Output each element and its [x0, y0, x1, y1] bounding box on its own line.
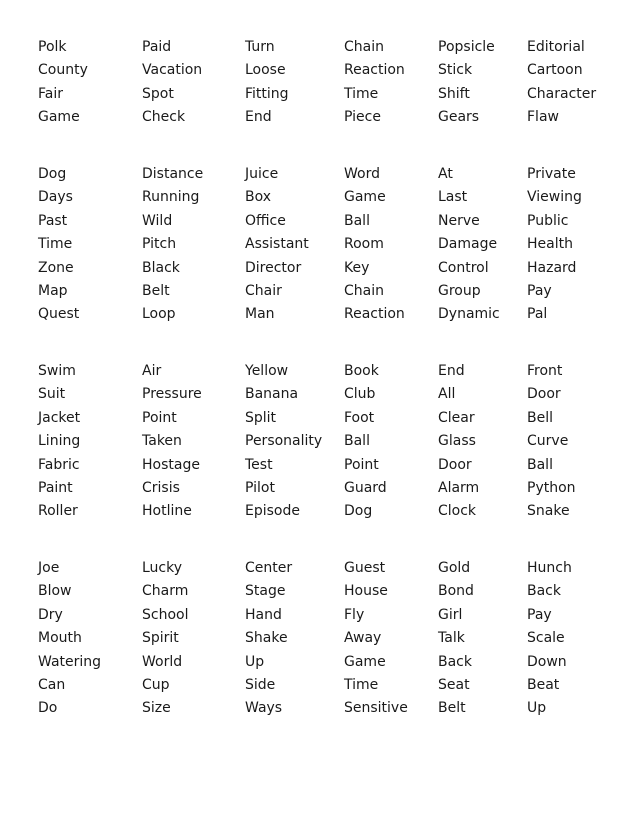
- word-column: [38, 360, 80, 524]
- word-item: Jacket: [38, 409, 81, 426]
- word-item: Chair: [245, 282, 282, 299]
- word-item: Time: [344, 85, 379, 102]
- word-column: [344, 163, 405, 327]
- word-item: Up: [527, 700, 547, 717]
- word-item: Hotline: [142, 503, 192, 520]
- word-item: Talk: [438, 630, 465, 647]
- word-column: [142, 360, 202, 524]
- word-item: Days: [38, 189, 73, 206]
- word-item: Pay: [527, 606, 552, 623]
- word-item: Distance: [142, 166, 204, 182]
- word-item: Check: [142, 109, 186, 126]
- word-column: [527, 36, 596, 130]
- word-item: Up: [245, 653, 265, 670]
- word-item: All: [438, 386, 456, 403]
- word-item: Turn: [245, 39, 275, 55]
- word-item: Hand: [245, 606, 282, 623]
- word-column: [142, 36, 202, 130]
- word-item: Character: [527, 85, 597, 102]
- word-item: Quest: [38, 306, 80, 323]
- word-item: Beat: [527, 676, 560, 693]
- word-item: Snake: [527, 503, 570, 520]
- word-item: Time: [38, 236, 73, 253]
- word-item: Back: [438, 653, 472, 670]
- word-item: Box: [245, 189, 272, 206]
- word-item: Door: [527, 386, 561, 403]
- word-item: Club: [344, 386, 376, 403]
- word-item: Assistant: [245, 236, 309, 253]
- word-item: Book: [344, 363, 379, 379]
- word-item: Belt: [438, 700, 466, 717]
- word-item: Size: [142, 700, 171, 717]
- word-item: Reaction: [344, 306, 405, 323]
- word-item: Loop: [142, 306, 176, 323]
- word-column: [527, 163, 582, 327]
- word-column: [245, 360, 322, 524]
- word-item: Hostage: [142, 456, 200, 473]
- word-item: Viewing: [527, 189, 582, 206]
- word-item: Watering: [38, 653, 102, 670]
- word-item: Chain: [344, 282, 384, 299]
- word-item: Taken: [142, 433, 182, 450]
- word-item: Map: [38, 282, 68, 299]
- word-item: Belt: [142, 282, 170, 299]
- word-item: Air: [142, 363, 162, 379]
- word-item: Seat: [438, 676, 470, 693]
- word-item: Guard: [344, 479, 387, 496]
- word-item: Hazard: [527, 259, 577, 276]
- word-item: Last: [438, 189, 468, 206]
- word-column: [38, 163, 79, 327]
- word-column: [438, 36, 495, 130]
- word-item: Past: [38, 212, 68, 229]
- word-item: Banana: [245, 386, 299, 403]
- word-item: Running: [142, 189, 200, 206]
- word-item: Pressure: [142, 386, 202, 403]
- word-item: Public: [527, 212, 569, 229]
- word-item: Time: [344, 676, 379, 693]
- word-item: Cartoon: [527, 62, 583, 79]
- word-item: Can: [38, 676, 66, 693]
- word-item: Gears: [438, 109, 480, 126]
- word-item: Bond: [438, 583, 474, 600]
- word-item: Fitting: [245, 85, 289, 102]
- word-item: Swim: [38, 363, 76, 379]
- word-item: Sensitive: [344, 700, 408, 717]
- word-item: Flaw: [527, 109, 559, 126]
- word-column: [527, 360, 576, 524]
- word-item: Test: [245, 456, 273, 473]
- word-item: Down: [527, 653, 567, 670]
- word-item: Door: [438, 456, 472, 473]
- word-column: [38, 557, 101, 721]
- word-item: End: [245, 109, 272, 126]
- word-item: Wild: [142, 212, 173, 229]
- word-column: [142, 557, 188, 721]
- word-item: Split: [245, 409, 277, 426]
- word-column: [344, 557, 408, 721]
- word-item: Fair: [38, 85, 63, 102]
- word-item: Glass: [438, 433, 476, 450]
- word-item: Editorial: [527, 39, 585, 55]
- word-item: End: [438, 363, 465, 379]
- word-item: Room: [344, 236, 384, 253]
- word-item: Center: [245, 560, 293, 576]
- word-item: Reaction: [344, 62, 405, 79]
- word-item: Gold: [438, 560, 471, 576]
- word-item: Game: [344, 189, 386, 206]
- word-item: Clear: [438, 409, 475, 426]
- word-item: Pay: [527, 282, 552, 299]
- word-item: Spot: [142, 85, 174, 102]
- word-item: Game: [344, 653, 386, 670]
- word-item: Lining: [38, 433, 81, 450]
- word-item: Loose: [245, 62, 286, 79]
- word-item: Group: [438, 282, 481, 299]
- word-item: Alarm: [438, 479, 480, 496]
- word-item: Chain: [344, 39, 384, 55]
- word-column: [142, 163, 203, 327]
- word-item: Nerve: [438, 212, 480, 229]
- word-item: Ball: [527, 456, 553, 473]
- word-item: Episode: [245, 503, 300, 520]
- word-item: Suit: [38, 386, 66, 403]
- word-item: Spirit: [142, 630, 179, 647]
- word-column: [527, 557, 572, 721]
- word-item: Ball: [344, 433, 370, 450]
- word-item: Office: [245, 212, 286, 229]
- word-item: Health: [527, 236, 573, 253]
- word-item: Foot: [344, 409, 375, 426]
- word-item: Cup: [142, 676, 170, 693]
- word-item: Ball: [344, 212, 370, 229]
- word-item: Piece: [344, 109, 381, 126]
- word-item: Vacation: [142, 62, 203, 79]
- word-item: Private: [527, 166, 576, 182]
- word-item: Ways: [245, 700, 283, 717]
- word-item: Hunch: [527, 560, 572, 576]
- word-item: Stick: [438, 62, 473, 79]
- word-item: Lucky: [142, 560, 183, 576]
- word-item: Game: [38, 109, 80, 126]
- word-item: Back: [527, 583, 561, 600]
- word-column: [245, 557, 292, 721]
- word-item: Dynamic: [438, 306, 500, 323]
- word-item: Yellow: [245, 363, 289, 379]
- word-item: Girl: [438, 606, 463, 623]
- word-item: Blow: [38, 583, 72, 600]
- word-item: House: [344, 583, 388, 600]
- word-item: Dry: [38, 606, 63, 623]
- word-column: [344, 36, 405, 130]
- word-column: [438, 557, 474, 721]
- word-item: Word: [344, 166, 380, 182]
- word-item: Zone: [38, 259, 74, 276]
- word-item: School: [142, 606, 189, 623]
- word-item: Crisis: [142, 479, 180, 496]
- word-item: Mouth: [38, 630, 82, 647]
- word-item: Away: [344, 630, 382, 647]
- word-item: Python: [527, 479, 576, 496]
- word-item: Fly: [344, 606, 365, 623]
- word-item: Shift: [438, 85, 470, 102]
- word-item: Side: [245, 676, 276, 693]
- word-column: [245, 36, 289, 130]
- word-item: Guest: [344, 560, 386, 576]
- word-column: [344, 360, 387, 524]
- word-column: [245, 163, 309, 327]
- word-item: Stage: [245, 583, 286, 600]
- word-column: [438, 163, 500, 327]
- word-item: Pitch: [142, 236, 177, 253]
- word-item: At: [438, 166, 453, 182]
- word-item: Popsicle: [438, 39, 495, 55]
- word-item: Bell: [527, 409, 553, 426]
- word-item: Pal: [527, 306, 548, 323]
- word-item: Juice: [245, 166, 279, 182]
- word-item: Clock: [438, 503, 477, 520]
- word-item: County: [38, 62, 88, 79]
- word-item: Black: [142, 259, 180, 276]
- word-item: Control: [438, 259, 489, 276]
- word-item: Paint: [38, 479, 73, 496]
- word-item: World: [142, 653, 183, 670]
- word-item: Charm: [142, 583, 189, 600]
- word-item: Roller: [38, 503, 78, 520]
- word-item: Fabric: [38, 456, 80, 473]
- word-item: Polk: [38, 39, 67, 55]
- word-item: Front: [527, 363, 563, 379]
- word-item: Damage: [438, 236, 498, 253]
- word-column: [38, 36, 88, 130]
- word-item: Shake: [245, 630, 288, 647]
- word-item: Key: [344, 259, 370, 276]
- word-item: Paid: [142, 39, 172, 55]
- word-item: Point: [344, 456, 379, 473]
- word-item: Pilot: [245, 479, 275, 496]
- word-item: Personality: [245, 433, 323, 450]
- word-item: Dog: [38, 166, 67, 182]
- word-item: Dog: [344, 503, 373, 520]
- word-column: [438, 360, 479, 524]
- word-item: Point: [142, 409, 177, 426]
- word-item: Curve: [527, 433, 569, 450]
- word-item: Joe: [38, 560, 60, 576]
- word-item: Do: [38, 700, 58, 717]
- word-item: Scale: [527, 630, 565, 647]
- word-item: Man: [245, 306, 275, 323]
- word-item: Director: [245, 259, 302, 276]
